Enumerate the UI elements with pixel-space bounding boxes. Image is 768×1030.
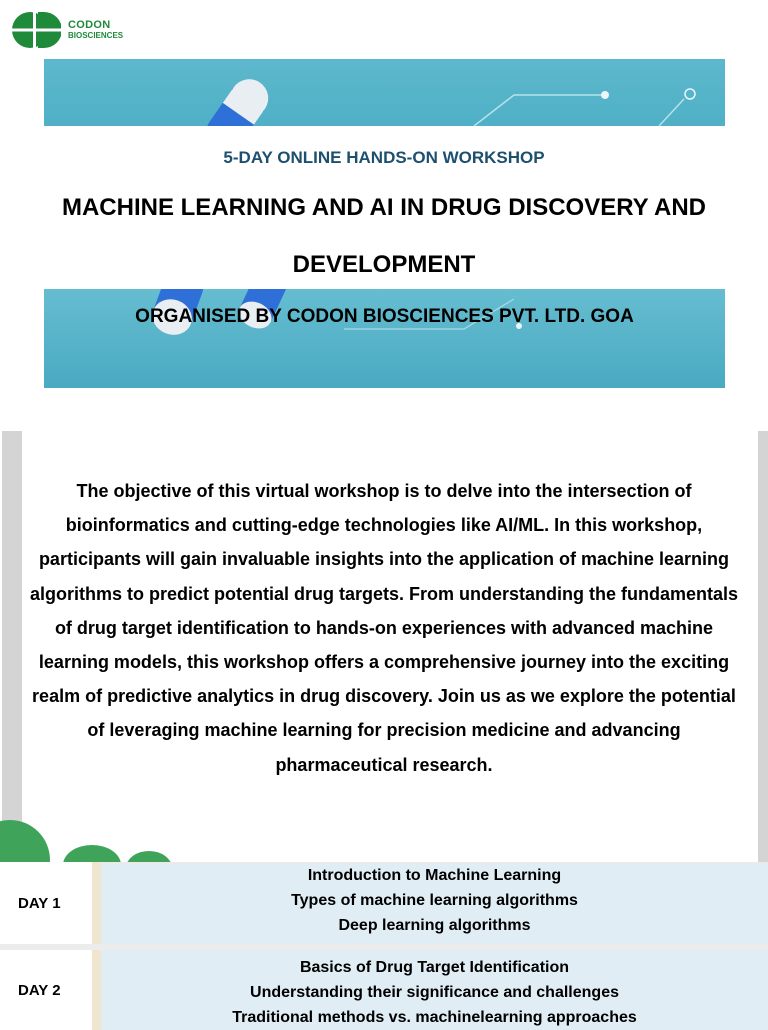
schedule-row xyxy=(0,862,768,944)
workshop-subtitle: 5-DAY ONLINE HANDS-ON WORKSHOP xyxy=(223,148,545,167)
topic-item: Traditional methods vs. machinelearning approaches xyxy=(232,1008,637,1026)
capsule-illustration xyxy=(44,289,725,388)
header-banner-image xyxy=(44,59,725,126)
codon-logo-icon xyxy=(11,11,61,49)
codon-logo xyxy=(11,11,141,49)
day-label: DAY 1 xyxy=(0,862,92,944)
capsule-illustration xyxy=(44,59,725,126)
topic-item: Types of machine learning algorithms xyxy=(291,891,578,909)
logo-name: CODON xyxy=(68,19,111,31)
workshop-title: MACHINE LEARNING AND AI IN DRUG DISCOVERY AND DEVELOPMENT xyxy=(61,194,707,278)
topic-item: Understanding their significance and challenges xyxy=(250,983,619,1001)
topic-item: Basics of Drug Target Identification xyxy=(299,959,570,976)
day-divider xyxy=(92,950,101,1030)
logo-subname: BIOSCIENCES xyxy=(68,31,124,40)
topic-item: Deep learning algorithms xyxy=(338,916,531,934)
day-label: DAY 2 xyxy=(0,950,92,1030)
day-topics xyxy=(101,950,768,1030)
organiser-text: ORGANISED BY CODON BIOSCIENCES PVT. LTD. GOA xyxy=(135,306,634,327)
topic-item: Introduction to Machine Learning xyxy=(307,867,562,884)
schedule-row xyxy=(0,950,768,1030)
day-topics xyxy=(101,864,768,944)
workshop-description: The objective of this virtual workshop is to delve into the intersection of bioinformatics and cutting-edge technologies like AI/ML. In this workshop, participants will gain invaluable insights into the application of machine learning algorithms to predict potential drug targets. From understanding the fundamentals of drug target identification to hands-on experiences with advanced machine learning models, this workshop offers a comprehensive journey into the exciting realm of predictive analytics in drug discovery. Join us as we explore the potential of leveraging machine learning for precision medicine and advancing pharmaceutical research. xyxy=(29,481,739,775)
organiser-banner-image xyxy=(44,289,725,388)
day-divider xyxy=(92,862,101,944)
